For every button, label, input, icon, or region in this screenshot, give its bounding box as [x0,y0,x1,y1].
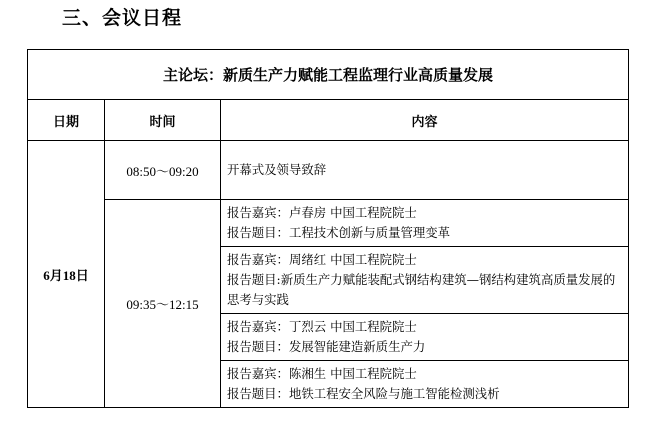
content-cell: 开幕式及领导致辞 [221,141,629,200]
talk-cell [221,200,629,247]
section-title: 三、会议日程 [62,7,183,29]
talk-speaker: 报告嘉宾：周绪红 中国工程院院士 [227,252,417,267]
date-cell: 6月18日 [28,141,105,408]
talk-cell [221,361,629,408]
time-cell: 09:35～12:15 [105,200,221,408]
talk-topic: 报告题目:新质生产力赋能装配式钢结构建筑—钢结构建筑高质量发展的思考与实践 [227,272,616,307]
header-time: 时间 [105,100,221,141]
header-content: 内容 [221,100,629,141]
talk-cell [221,247,629,314]
forum-title-row [28,50,629,100]
talk-speaker: 报告嘉宾：卢春房 中国工程院院士 [227,205,417,220]
forum-title: 主论坛：新质生产力赋能工程监理行业高质量发展 [28,50,629,100]
talk-topic: 报告题目：发展智能建造新质生产力 [227,339,426,354]
talk-topic: 报告题目：工程技术创新与质量管理变革 [227,225,451,240]
table-row [28,141,629,200]
header-date: 日期 [28,100,105,141]
time-cell: 08:50～09:20 [105,141,221,200]
table-row [28,200,629,247]
agenda-table [27,49,629,408]
talk-speaker: 报告嘉宾：陈湘生 中国工程院院士 [227,366,417,381]
talk-speaker: 报告嘉宾：丁烈云 中国工程院院士 [227,319,417,334]
header-row [28,100,629,141]
talk-topic: 报告题目：地铁工程安全风险与施工智能检测浅析 [227,386,500,401]
talk-cell [221,314,629,361]
